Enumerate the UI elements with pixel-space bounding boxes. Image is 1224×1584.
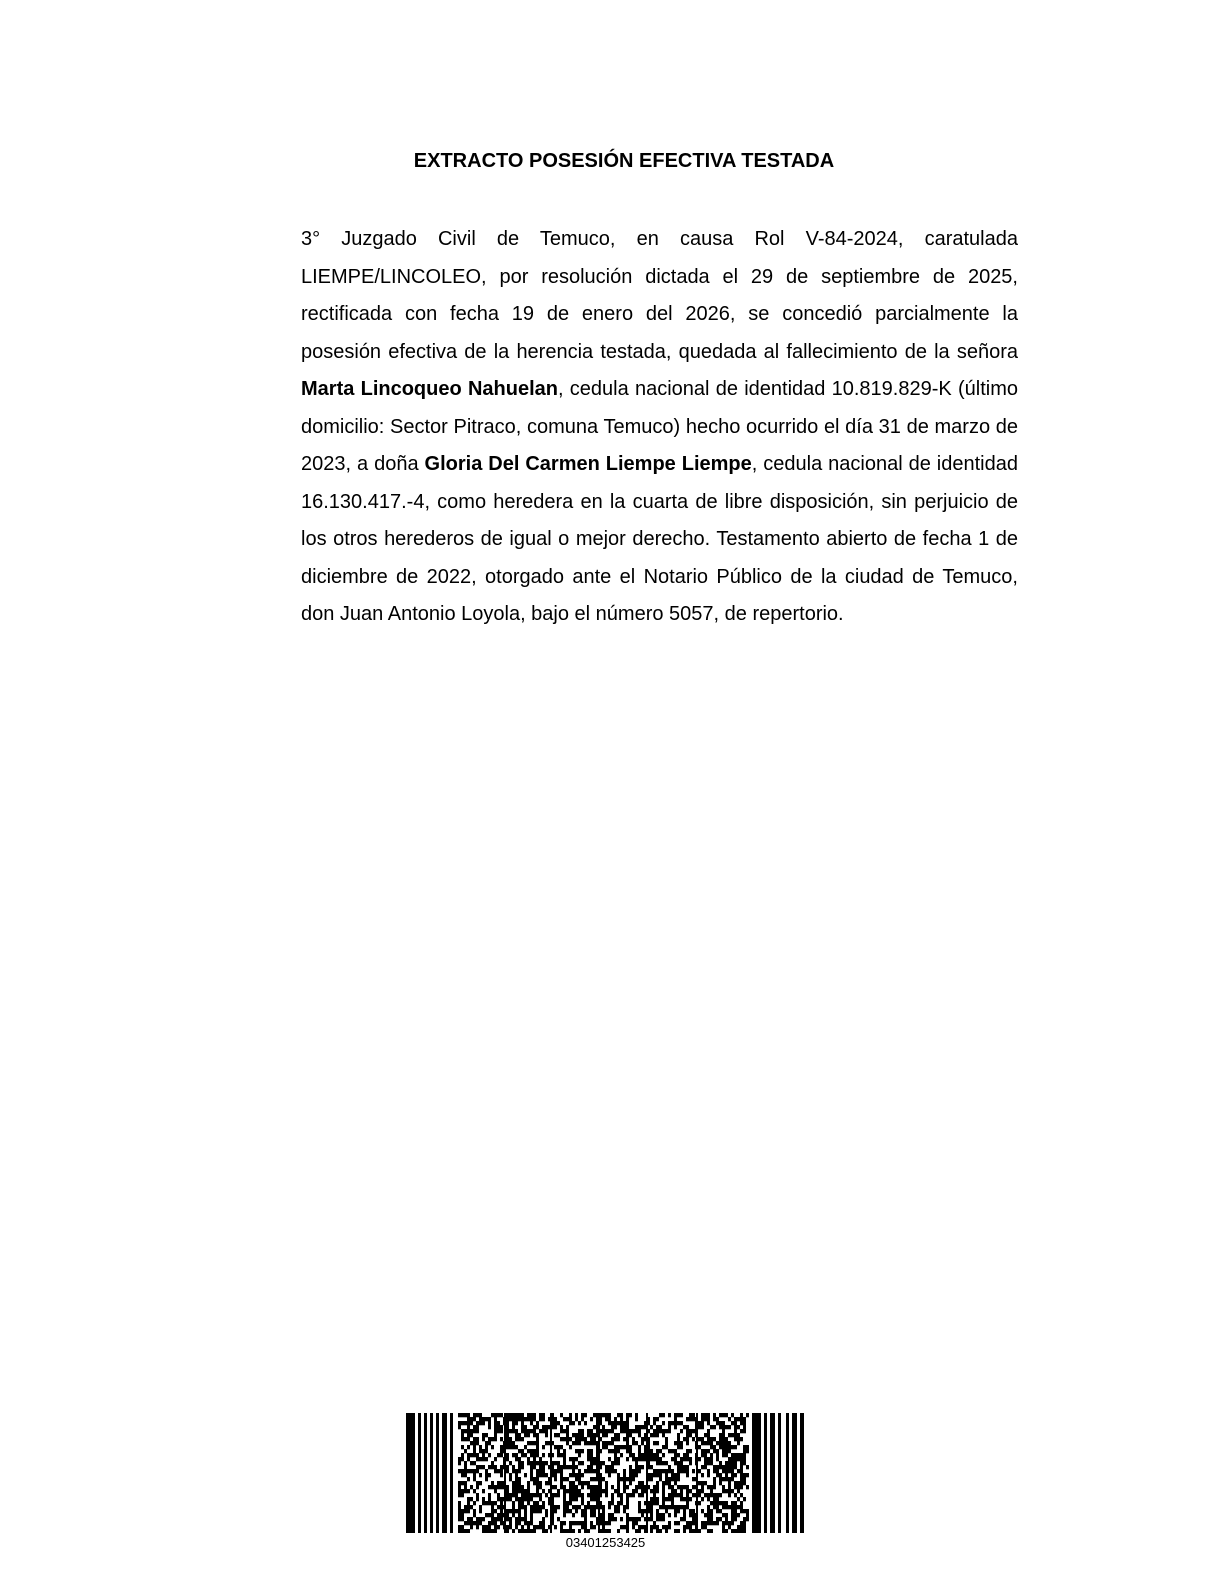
heir-name: Gloria Del Carmen Liempe Liempe bbox=[424, 453, 752, 475]
deceased-name: Marta Lincoqueo Nahuelan bbox=[301, 378, 558, 400]
barcode-stop-pattern bbox=[752, 1413, 804, 1533]
body-text-part-1: 3° Juzgado Civil de Temuco, en causa Rol V-84-2024, caratulada LIEMPE/LINCOLEO, por resolución dictada el 29 de septiembre de 2025, rectificada con fecha 19 de enero del 2026, se concedió parcialmente la posesión efectiva de la herencia testada, quedada al fallecimiento de la señora bbox=[301, 228, 1018, 363]
barcode-number: 03401253425 bbox=[565, 1535, 646, 1550]
pdf417-barcode bbox=[406, 1413, 805, 1533]
document-title: EXTRACTO POSESIÓN EFECTIVA TESTADA bbox=[413, 150, 835, 172]
body-text-part-3: , cedula nacional de identidad 16.130.417.-4, como heredera en la cuarta de libre disposición, sin perjuicio de los otros herederos de igual o mejor derecho. Testamento abierto de fecha 1 de diciembre de 2022, otorgado ante el Notario Público de la ciudad de Temuco, don Juan Antonio Loyola, bajo el número 5057, de repertorio. bbox=[301, 453, 1018, 625]
body-text-part-2: , cedula nacional de identidad 10.819.829-K (último domicilio: Sector Pitraco, comuna Temuco) hecho ocurrido el día 31 de marzo de 2023, a doña bbox=[301, 378, 1018, 475]
document-body bbox=[301, 221, 1018, 634]
barcode-data-matrix bbox=[458, 1413, 749, 1533]
barcode-start-pattern bbox=[406, 1413, 453, 1533]
